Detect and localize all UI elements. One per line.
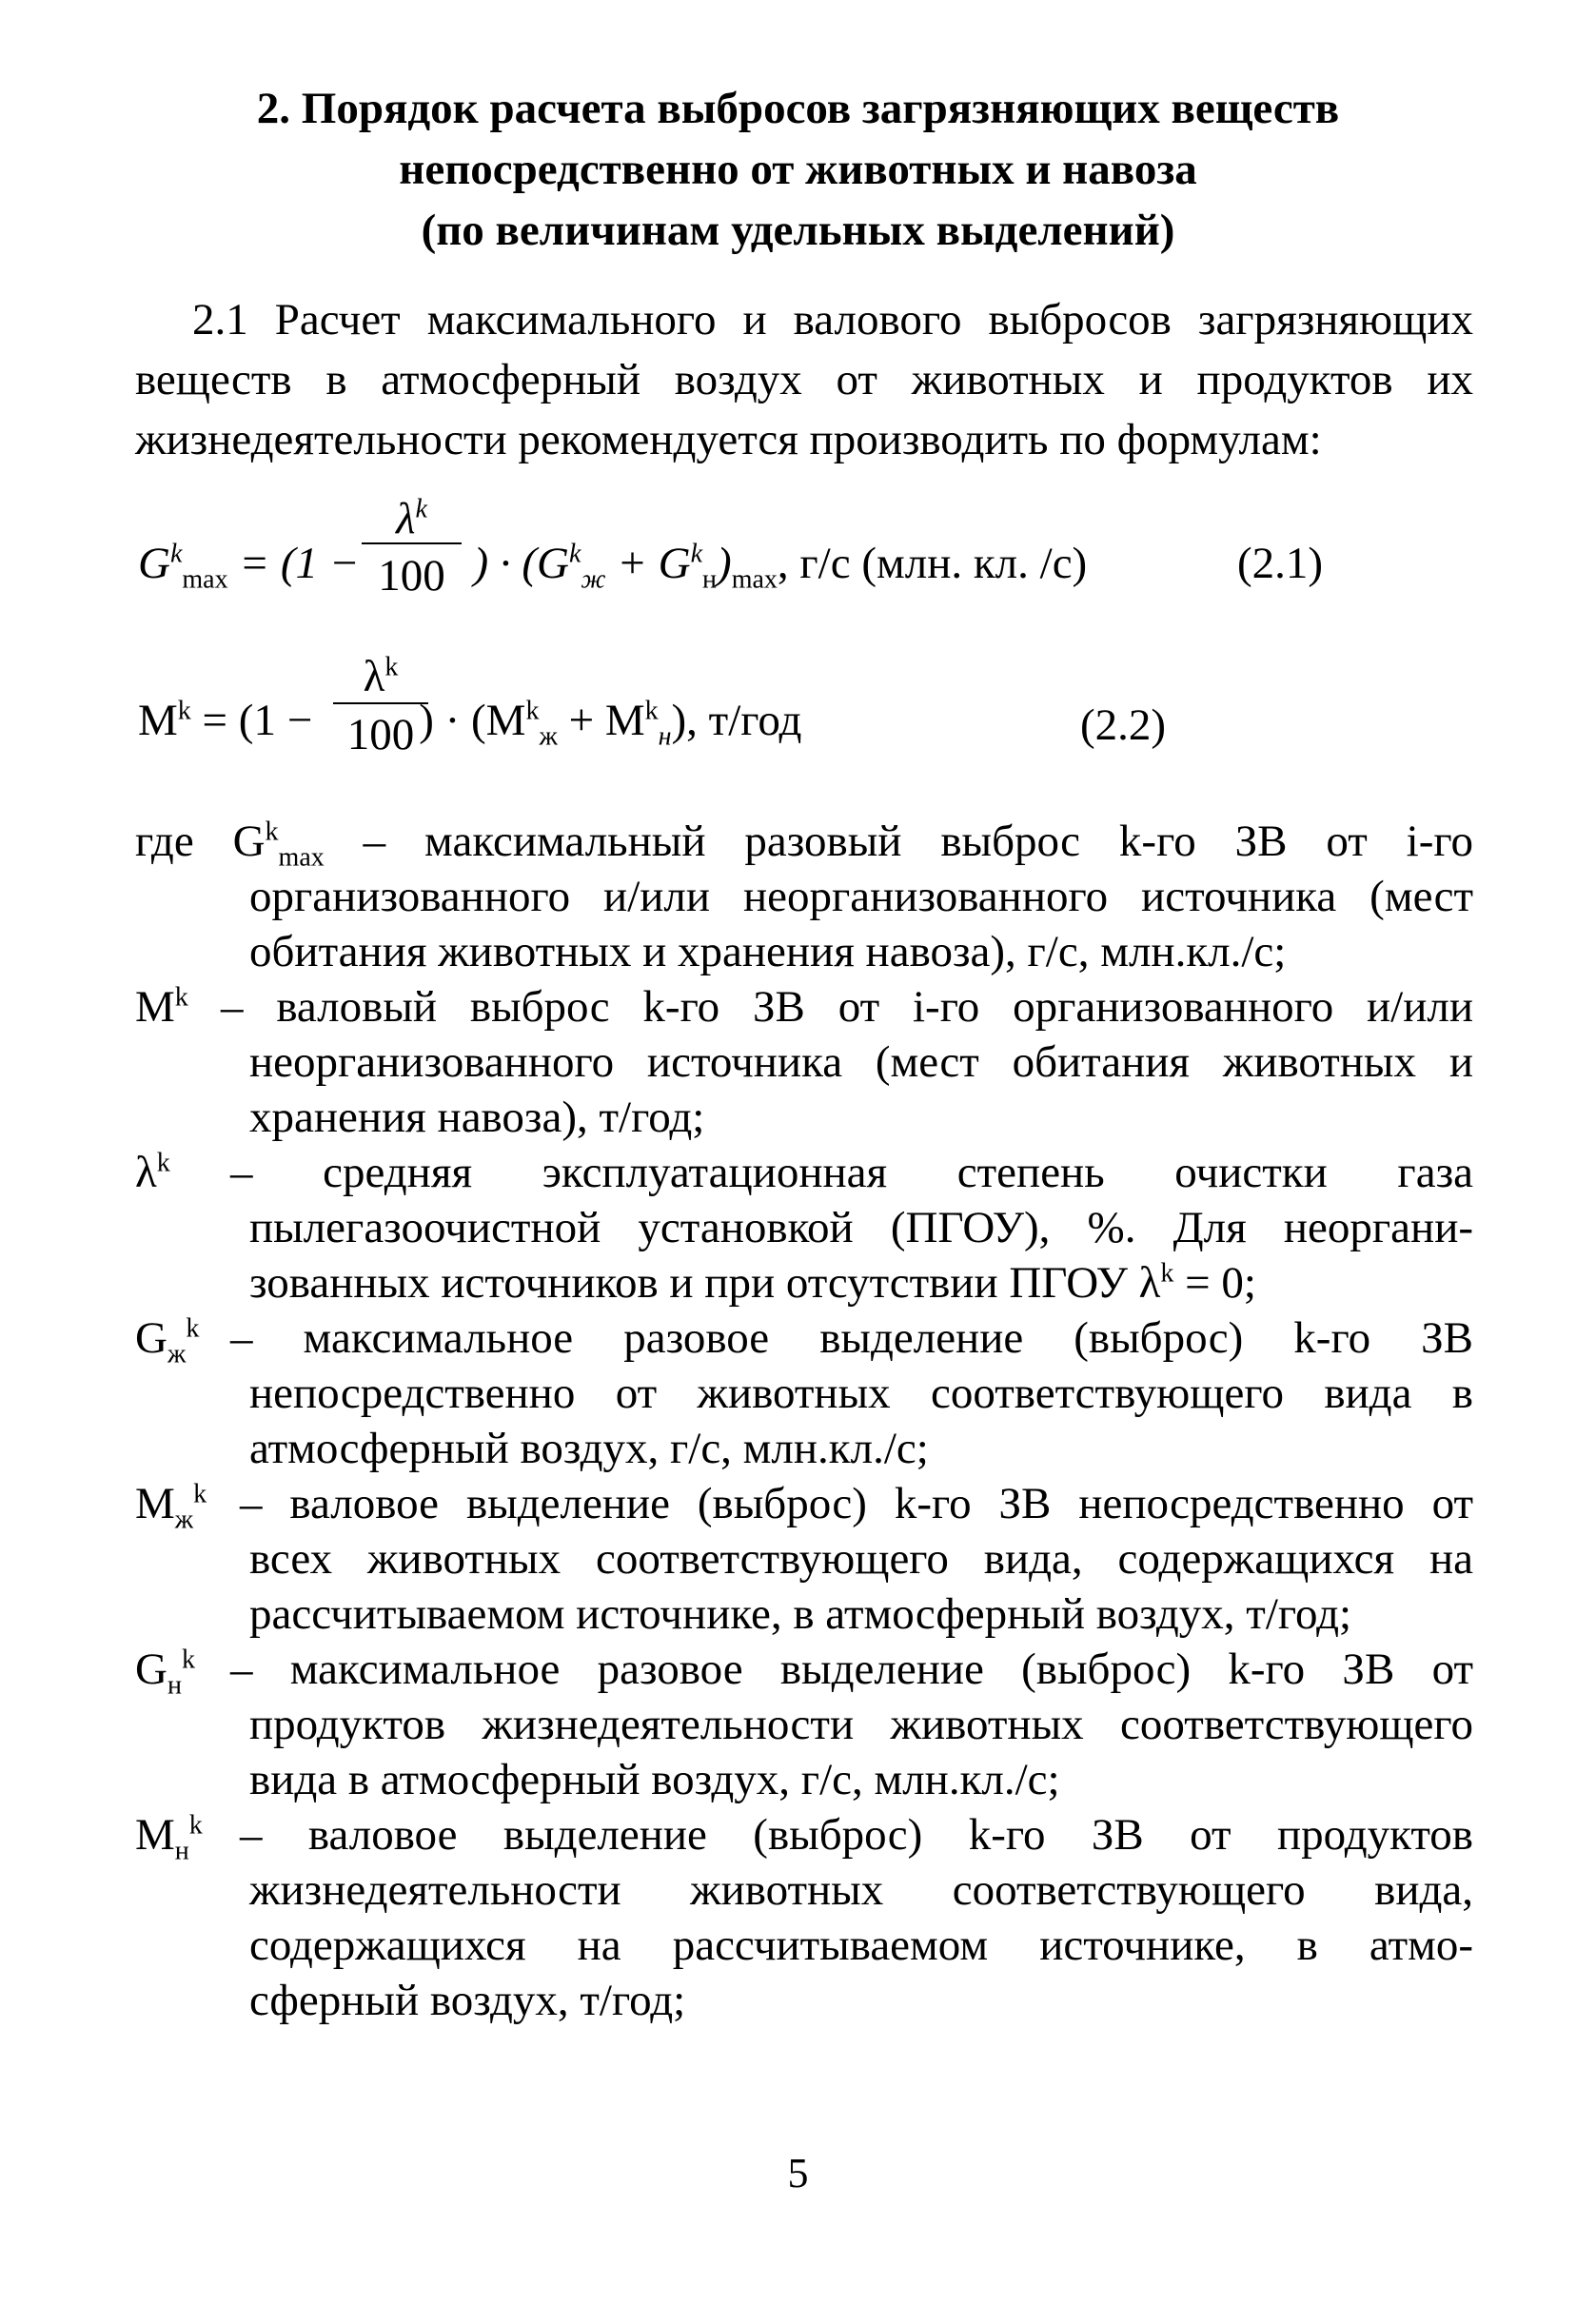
heading-line-1: 2. Порядок расчета выбросов загрязняющих веществ [256, 84, 1340, 133]
definition-gzh-line-3: атмосферный воздух, г/с, млн.кл./с; [249, 1424, 929, 1473]
formula-2-1-number: (2.1) [1237, 539, 1324, 588]
formula-2-2-close: ) [671, 696, 687, 745]
intro-paragraph [135, 290, 1473, 470]
definition-mn-body [135, 1807, 1473, 2028]
definition-mn-line-2: жизнедеятельности животных соответствующего вида, [249, 1865, 1473, 1915]
formula-2-1-rhs-b-sub: н [702, 564, 718, 595]
formula-2-1-lambda-sup: k [415, 494, 427, 524]
definition-mzh-symbol-sub: ж [174, 1505, 194, 1535]
definition-lambda-line-3-sup: k [1160, 1258, 1174, 1289]
definition-mn-symbol-sub: н [174, 1836, 189, 1866]
definition-gn-body [135, 1642, 1473, 1807]
formula-2-2-rhs-a: ) · (M [419, 696, 526, 745]
definition-mn-symbol [135, 1807, 203, 1866]
definition-gn [135, 1642, 1473, 1807]
definition-gmax-line-2: организованного и/или неорганизованного источника (мест [249, 872, 1473, 921]
formula-2-2-rhs-a-sup: k [525, 696, 540, 726]
formula-2-1 [138, 490, 1375, 623]
definition-gmax-line-1 [135, 814, 1473, 873]
definition-gzh-body [135, 1310, 1473, 1476]
formula-2-2-fraction [333, 647, 428, 765]
formula-2-2-rhs-a-sub: ж [539, 721, 558, 752]
formula-2-1-lambda: λ [396, 494, 416, 543]
definition-gn-symbol-sub: н [167, 1670, 182, 1701]
definition-lambda-line-3-text: зованных источников и при отсутствии ПГОУ λ [249, 1258, 1161, 1308]
definition-mk-symbol [135, 979, 188, 1034]
definition-mn-symbol-base: M [135, 1810, 175, 1860]
definition-gzh-line-2: непосредственно от животных соответствующего вида в [249, 1369, 1473, 1418]
definition-gn-line-2: продуктов жизнедеятельности животных соответствующего [249, 1700, 1473, 1749]
formula-2-1-denominator: 100 [378, 551, 445, 601]
definition-mzh-line-3: рассчитываемом источнике, в атмосферный воздух, т/год; [249, 1589, 1352, 1639]
definition-gzh-symbol-base: G [135, 1313, 167, 1363]
definition-lambda-symbol-base: λ [135, 1148, 157, 1197]
definition-mzh [135, 1476, 1473, 1642]
section-heading [0, 78, 1596, 261]
definition-gmax-body [135, 814, 1473, 979]
formula-2-2-lhs: M [138, 696, 178, 745]
definition-gn-symbol-base: G [135, 1645, 167, 1694]
definition-lambda-line-3 [249, 1255, 1473, 1310]
definition-gmax-symbol-sub: max [278, 842, 325, 873]
definition-mn-line-4: сферный воздух, т/год; [249, 1976, 686, 2025]
definition-lambda-line-2: пылегазоочистной установкой (ПГОУ), %. Для неоргани- [249, 1203, 1473, 1252]
definition-mzh-symbol-sup: k [193, 1479, 207, 1509]
definitions-list [135, 814, 1473, 2028]
formula-2-2-rhs-b-sup: k [644, 696, 659, 726]
definition-gzh-symbol-sup: k [186, 1313, 200, 1344]
definition-gn-line-1: – максимальное разовое выделение (выброс) k-го ЗВ от [230, 1645, 1473, 1694]
page-number: 5 [787, 2150, 809, 2197]
formula-2-2-plus: + M [557, 696, 645, 745]
heading-line-2: непосредственно от животных и навоза [399, 145, 1197, 194]
intro-line-3: жизнедеятельности рекомендуется производить по формулам: [135, 415, 1322, 464]
formula-2-2-number: (2.2) [1080, 700, 1167, 750]
definition-gmax [135, 814, 1473, 979]
definition-lambda-body [135, 1145, 1473, 1310]
definition-mzh-body [135, 1476, 1473, 1642]
formula-2-2-numerator [333, 647, 428, 704]
formula-2-2-expression [138, 695, 802, 752]
definition-mk-line-2: неорганизованного источника (мест обитания животных и [249, 1037, 1473, 1087]
definition-gmax-text-1: – максимальный разовый выброс k-го ЗВ от i-го [363, 817, 1473, 866]
definition-gmax-symbol-sup: k [265, 817, 279, 847]
definition-mk-symbol-base: M [135, 982, 175, 1032]
definition-gzh [135, 1310, 1473, 1476]
definition-gmax-symbol: где G [135, 817, 266, 866]
definition-mk [135, 979, 1473, 1145]
definition-gn-symbol [135, 1642, 195, 1701]
definition-mk-symbol-sup: k [174, 982, 188, 1013]
formula-2-2-denominator: 100 [346, 710, 415, 759]
definition-gzh-line-1: – максимальное разовое выделение (выброс) k-го ЗВ [230, 1313, 1473, 1363]
formula-2-1-close: ) [717, 539, 732, 588]
formula-2-1-eq: = (1 − [227, 539, 360, 588]
formula-2-2-lhs-sup: k [177, 696, 191, 726]
formula-2-1-close-sub: max [731, 564, 778, 595]
definition-gn-line-3: вида в атмосферный воздух, г/с, млн.кл./с; [249, 1755, 1060, 1804]
formula-2-1-units: , г/с (млн. кл. /с) [777, 539, 1088, 588]
formula-2-1-rhs-a: ) · (G [473, 539, 569, 588]
definition-gzh-symbol-sub: ж [167, 1339, 187, 1369]
formula-2-1-rhs-b-sup: k [690, 539, 703, 569]
definition-lambda-symbol-sup: k [156, 1148, 170, 1178]
definition-lambda [135, 1145, 1473, 1310]
definition-mzh-line-1: – валовое выделение (выброс) k-го ЗВ непосредственно от [240, 1479, 1473, 1528]
definition-gzh-symbol [135, 1310, 200, 1369]
definition-mk-body [135, 979, 1473, 1145]
formula-2-1-lhs-sub: max [182, 564, 228, 595]
definition-lambda-line-1: – средняя эксплуатационная степень очистки газа [230, 1148, 1473, 1197]
definition-mn [135, 1807, 1473, 2028]
formula-2-1-expression [138, 538, 1088, 595]
definition-mn-line-1: – валовое выделение (выброс) k-го ЗВ от продуктов [240, 1810, 1473, 1860]
definition-gn-symbol-sup: k [181, 1645, 195, 1675]
formula-2-1-plus: + G [605, 539, 691, 588]
definition-mn-symbol-sup: k [188, 1810, 203, 1841]
formula-2-2-units: , т/год [686, 696, 802, 745]
formula-2-1-rhs-a-sup: k [568, 539, 581, 569]
intro-line-2: веществ в атмосферный воздух от животных и продуктов их [135, 355, 1473, 404]
definition-mk-line-1: – валовый выброс k-го ЗВ от i-го организованного и/или [221, 982, 1473, 1032]
definition-lambda-symbol [135, 1145, 170, 1200]
formula-2-2-lambda-sup: k [384, 652, 399, 682]
formula-2-1-lhs: G [138, 539, 170, 588]
intro-line-1: 2.1 Расчет максимального и валового выбросов загрязняющих [192, 295, 1473, 345]
formula-2-2 [138, 647, 1375, 790]
formula-2-1-lhs-sup: k [169, 539, 183, 569]
definition-mn-line-3: содержащихся на рассчитываемом источнике, в атмо- [249, 1921, 1473, 1970]
heading-line-3: (по величинам удельных выделений) [421, 206, 1175, 255]
formula-2-1-fraction [362, 490, 462, 607]
definition-mk-line-3: хранения навоза), т/год; [249, 1093, 705, 1142]
formula-2-1-rhs-a-sub: ж [581, 564, 606, 595]
definition-mzh-symbol-base: M [135, 1479, 175, 1528]
formula-2-2-eq: = (1 − [190, 696, 313, 745]
definition-mzh-line-2: всех животных соответствующего вида, содержащихся на [249, 1534, 1473, 1584]
definition-mzh-symbol [135, 1476, 207, 1535]
definition-gmax-line-3: обитания животных и хранения навоза), г/с, млн.кл./с; [249, 927, 1287, 976]
formula-2-1-numerator [362, 490, 462, 544]
definition-lambda-line-3-tail: = 0; [1173, 1258, 1256, 1308]
formula-2-2-lambda: λ [363, 652, 385, 701]
formula-2-2-rhs-b-sub: н [658, 721, 672, 752]
